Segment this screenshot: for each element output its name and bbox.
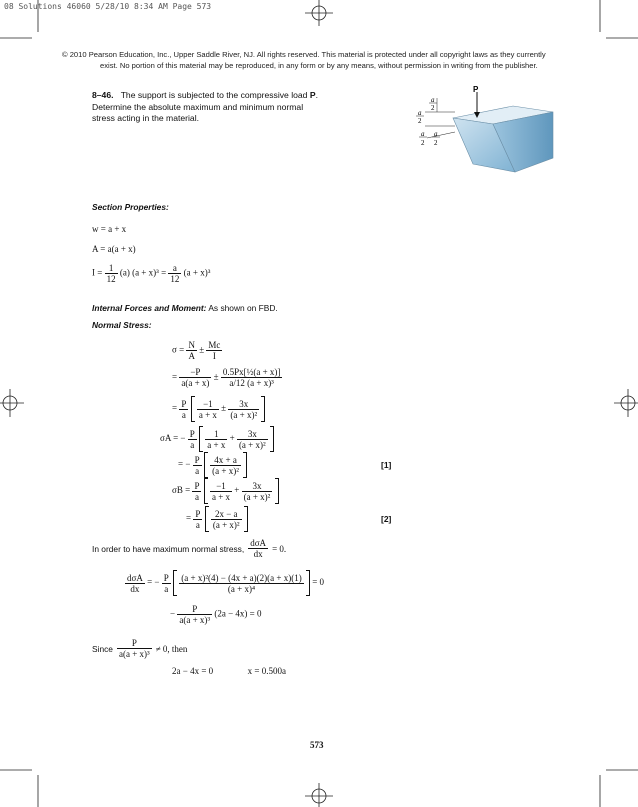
bracket-left xyxy=(199,426,203,452)
max-condition-tail: = 0. xyxy=(272,544,287,555)
bracket-left xyxy=(204,478,208,504)
section-properties-heading: Section Properties: xyxy=(92,202,169,212)
eq-area: A = a(a + x) xyxy=(92,244,136,254)
frac-1-12: $\frac{1}{12}$ xyxy=(106,263,116,284)
load-label: P xyxy=(473,85,479,94)
max-condition-line xyxy=(92,538,286,559)
eq-sigma-a xyxy=(160,426,274,452)
deriv-prefactor: $\frac{P}{a}$ xyxy=(163,572,169,594)
eq-inertia-mid: (a) (a + x)³ = xyxy=(119,267,167,278)
frac-mc-i: $\frac{Mc}{I}$ xyxy=(208,340,221,361)
dim-a-3: a xyxy=(421,130,425,138)
problem-text-b: . Determine the absolute maximum and minimum normal stress acting in the material. xyxy=(92,90,318,123)
copyright-line-2: exist. No portion of this material may be reproduced, in any form or by any means, without permission in writing from the publisher. xyxy=(100,61,538,70)
dim-a-1: a xyxy=(431,96,435,104)
bracket-right xyxy=(306,570,310,596)
dim-2-2: 2 xyxy=(418,117,422,125)
internal-forces-text: As shown on FBD. xyxy=(206,303,278,313)
print-slug: 08 Solutions 46060 5/28/10 8:34 AM Page 573 xyxy=(4,2,212,11)
problem-text-a: The support is subjected to the compressive load xyxy=(120,90,310,100)
eq-result xyxy=(172,666,286,676)
frac-dsigma-dx: $\frac{\text{dσA}}{dx}$ xyxy=(250,538,267,559)
eq-sigma-b-final xyxy=(186,506,248,532)
eqB2-term: $\frac{2x - a}{\text{(a + x)²}}$ xyxy=(212,508,240,530)
bracket-right xyxy=(243,452,247,478)
eq-sigma-substituted xyxy=(172,367,282,388)
eq-inertia-lhs: I = xyxy=(92,267,103,278)
result-x: x = 0.500a xyxy=(247,666,286,676)
equation-tag-2: [2] xyxy=(381,514,392,524)
deriv-eq: = − xyxy=(147,577,160,588)
support-figure xyxy=(415,85,565,188)
eq3-prefactor: $\frac{P}{a}$ xyxy=(181,398,187,420)
dim-a-4: a xyxy=(434,130,438,138)
frac-p-area: $\frac{-P}{a(a + x)}$ xyxy=(181,367,210,388)
bracket-left xyxy=(173,570,177,596)
eqB-term2: $\frac{3x}{\text{(a + x)²}}$ xyxy=(243,480,271,502)
dim-a-2: a xyxy=(418,109,422,117)
bracket-left xyxy=(204,452,208,478)
dim-2-1: 2 xyxy=(431,104,435,112)
eq-derivative xyxy=(125,570,324,596)
bracket-right xyxy=(270,426,274,452)
copyright-line-1: © 2010 Pearson Education, Inc., Upper Saddle River, NJ. All rights reserved. This material is protected under all copyright laws as they currently xyxy=(62,50,546,59)
deriv-lhs: $\frac{\text{dσA}}{dx}$ xyxy=(127,572,143,594)
internal-forces-heading: Internal Forces and Moment: xyxy=(92,303,207,313)
eq1-lhs: σ = xyxy=(172,344,185,355)
frac-n-a: $\frac{N}{A}$ xyxy=(188,340,195,361)
eqA2-prefactor: $\frac{P}{a}$ xyxy=(194,454,200,476)
eq3-pm: ± xyxy=(221,403,227,414)
bracket-right xyxy=(261,396,265,422)
eqA-term2: $\frac{3x}{\text{(a + x)²}}$ xyxy=(238,428,266,450)
bracket-right xyxy=(244,506,248,532)
eq-width: w = a + x xyxy=(92,224,127,234)
deriv-quotient: $\frac{\text{(a + x)²(4) − (4x + a)(2)(a + x)(1)}}{\text{(a + x)⁴}}$ xyxy=(181,572,302,594)
eq1-pm: ± xyxy=(199,344,205,355)
eqA2-lhs: = − xyxy=(178,459,191,470)
normal-stress-heading: Normal Stress: xyxy=(92,320,152,330)
eqB-term1: $\frac{-1}{a + x}$ xyxy=(211,480,231,502)
eqB2-prefactor: $\frac{P}{a}$ xyxy=(195,508,201,530)
eq-sigma-simplified xyxy=(172,396,265,422)
deriv2-frac: $\frac{P}{\text{a(a + x)³}}$ xyxy=(179,604,211,625)
dim-2-3: 2 xyxy=(421,139,425,147)
eqB-prefactor: $\frac{P}{a}$ xyxy=(194,480,200,502)
bracket-right xyxy=(275,478,279,504)
since-frac: $\frac{P}{\text{a(a + x)³}}$ xyxy=(118,638,150,659)
result-equation: 2a − 4x = 0 xyxy=(172,666,214,676)
frac-moment-inertia: $\frac{\text{0.5Px[½(a + x)]}}{\text{a/12 (a + x)³}}$ xyxy=(222,367,281,388)
deriv2-tail: (2a − 4x) = 0 xyxy=(214,608,262,619)
eq3-term2: $\frac{3x}{\text{(a + x)²}}$ xyxy=(230,398,258,420)
equation-tag-1: [1] xyxy=(381,460,392,470)
eq-inertia xyxy=(92,263,210,284)
eq2-pm: ± xyxy=(213,371,219,382)
eq-sigma-b xyxy=(172,478,279,504)
internal-forces-line xyxy=(92,298,278,316)
deriv2-lhs: − xyxy=(170,608,176,619)
frac-a-12: $\frac{a}{12}$ xyxy=(170,263,180,284)
eqA-term1: $\frac{1}{a + x}$ xyxy=(207,428,226,450)
copyright-notice xyxy=(62,49,582,71)
max-condition-text: In order to have maximum normal stress, xyxy=(92,544,245,555)
bracket-left xyxy=(191,396,195,422)
bracket-left xyxy=(205,506,209,532)
dim-2-4: 2 xyxy=(434,139,438,147)
eqB-lhs: σB = xyxy=(172,485,191,496)
eq-sigma-general xyxy=(172,340,222,361)
eq3-term1: $\frac{-1}{a + x}$ xyxy=(198,398,217,420)
since-word: Since xyxy=(92,644,113,655)
since-line xyxy=(92,638,187,659)
eq3-lhs: = xyxy=(172,403,178,414)
eqB-pm: + xyxy=(234,485,240,496)
problem-statement xyxy=(92,90,322,125)
page-number: 573 xyxy=(310,740,324,750)
since-tail: ≠ 0, then xyxy=(155,644,188,655)
eq-derivative-simplified xyxy=(170,604,261,625)
eq-sigma-a-final xyxy=(178,452,247,478)
eq-inertia-end: (a + x)³ xyxy=(183,267,211,278)
eq2-lhs: = xyxy=(172,371,178,382)
problem-load: P xyxy=(309,90,316,100)
eqB2-lhs: = xyxy=(186,513,192,524)
deriv-tail: = 0 xyxy=(312,577,325,588)
problem-number: 8–46. xyxy=(92,90,114,100)
eqA-pm: + xyxy=(229,433,235,444)
eqA-prefactor: $\frac{P}{a}$ xyxy=(189,428,195,450)
eqA-lhs: σA = − xyxy=(160,433,186,444)
eqA2-term: $\frac{4x + a}{\text{(a + x)²}}$ xyxy=(212,454,239,476)
